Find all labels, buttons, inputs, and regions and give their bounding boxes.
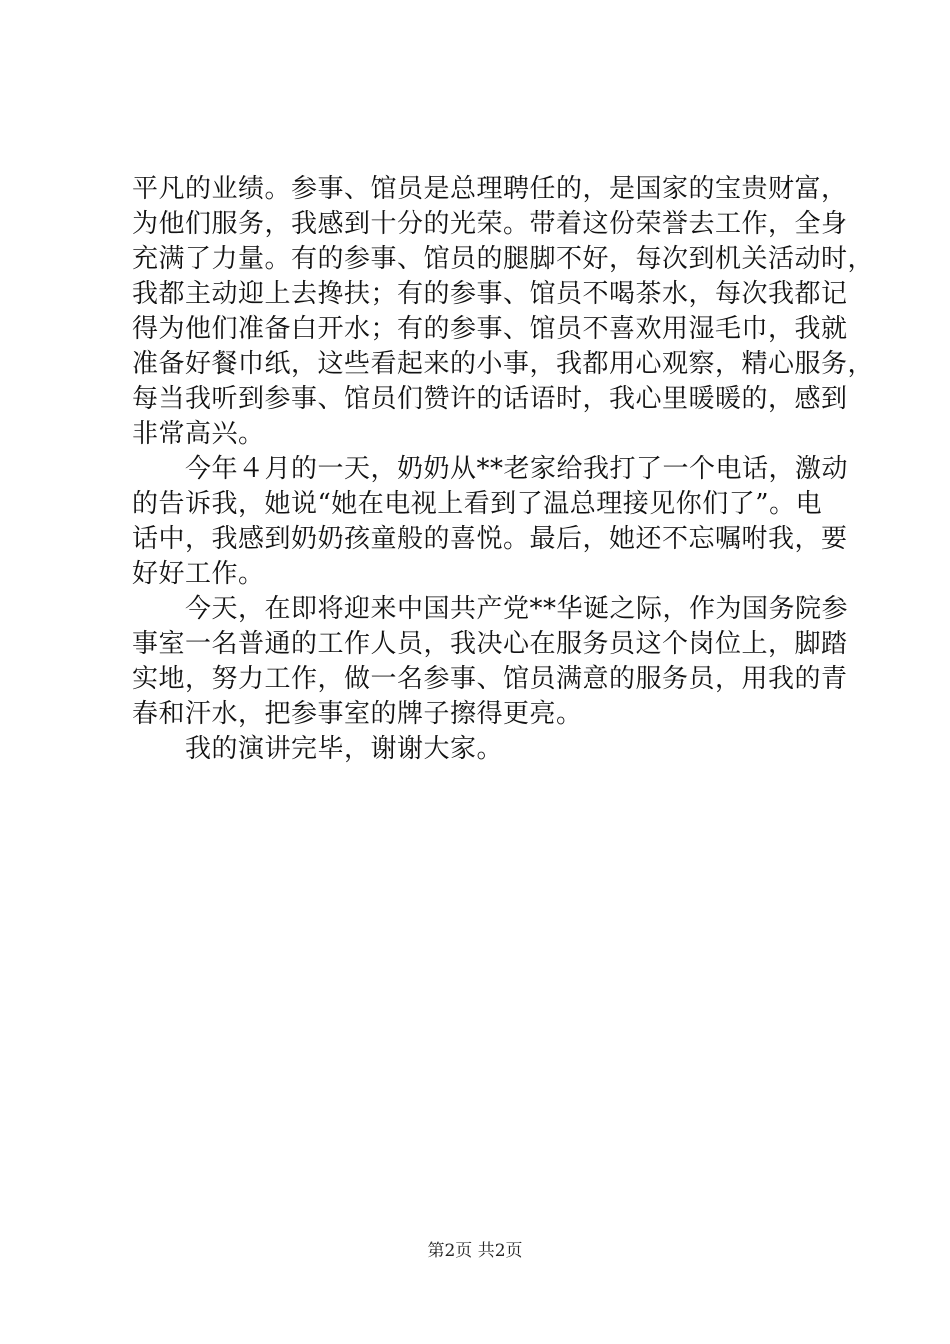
page-footer xyxy=(0,1240,950,1262)
text-line: 春和汗水，把参事室的牌子擦得更亮。 xyxy=(132,699,583,729)
text-line: 非常高兴。 xyxy=(132,419,265,449)
text-line: 准备好餐巾纸，这些看起来的小事，我都用心观察，精心服务， xyxy=(132,349,875,379)
text-line: 每当我听到参事、馆员们赞许的话语时，我心里暖暖的，感到 xyxy=(132,384,848,414)
page-number-label: 第2页 共2页 xyxy=(427,1241,523,1261)
text-line: 事室一名普通的工作人员，我决心在服务员这个岗位上，脚踏 xyxy=(132,629,848,659)
text-line: 今天，在即将迎来中国共产党**华诞之际，作为国务院参 xyxy=(132,594,849,624)
text-line: 充满了力量。有的参事、馆员的腿脚不好，每次到机关活动时， xyxy=(132,244,875,274)
text-line: 的告诉我，她说“她在电视上看到了温总理接见你们了”。电 xyxy=(132,489,823,519)
text-line: 得为他们准备白开水；有的参事、馆员不喜欢用湿毛巾，我就 xyxy=(132,314,848,344)
text-line: 平凡的业绩。参事、馆员是总理聘任的，是国家的宝贵财富， xyxy=(132,174,848,204)
text-line: 我都主动迎上去搀扶；有的参事、馆员不喝茶水，每次我都记 xyxy=(132,279,848,309)
text-line: 为他们服务，我感到十分的光荣。带着这份荣誉去工作，全身 xyxy=(132,209,848,239)
body-text xyxy=(132,172,875,767)
text-line: 我的演讲完毕，谢谢大家。 xyxy=(132,734,504,764)
text-line: 好好工作。 xyxy=(132,559,265,589)
text-line: 话中，我感到奶奶孩童般的喜悦。最后，她还不忘嘱咐我，要 xyxy=(132,524,848,554)
text-line: 实地，努力工作，做一名参事、馆员满意的服务员，用我的青 xyxy=(132,664,848,694)
text-line: 今年４月的一天，奶奶从**老家给我打了一个电话，激动 xyxy=(132,454,849,484)
